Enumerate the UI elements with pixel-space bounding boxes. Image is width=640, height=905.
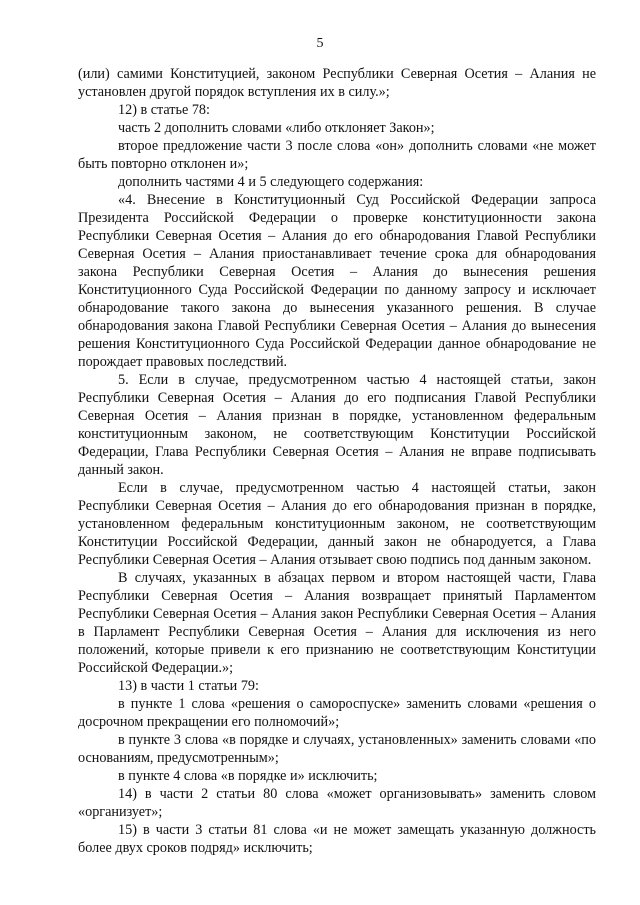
paragraph: дополнить частями 4 и 5 следующего содержания: bbox=[118, 174, 424, 190]
paragraph: в пункте 4 слова «в порядке и» исключить; bbox=[118, 768, 378, 784]
page-number: 5 bbox=[316, 36, 324, 51]
paragraph: в пункте 3 слова «в порядке и случаях, установленных» заменить словами «по основаниям, предусмотренным»; bbox=[78, 732, 596, 766]
paragraph: 13) в части 1 статьи 79: bbox=[118, 678, 259, 694]
paragraph: 5. Если в случае, предусмотренном частью 4 настоящей статьи, закон Республики Северная Осетия – Алания до его подписания Главой Республики Северная Осетия – Алания признан в порядке, установленном федеральным конституционным законом, не соответствующим Конституции Российской Федерации, Глава Республики Северная Осетия – Алания не вправе подписывать данный закон. bbox=[78, 372, 596, 478]
paragraph: часть 2 дополнить словами «либо отклоняет Закон»; bbox=[118, 120, 435, 136]
paragraph: второе предложение части 3 после слова «он» дополнить словами «не может быть повторно отклонен и»; bbox=[78, 138, 596, 172]
paragraph: 14) в части 2 статьи 80 слова «может организовывать» заменить словом «организует»; bbox=[78, 786, 596, 820]
paragraph: 12) в статье 78: bbox=[118, 102, 210, 118]
paragraph: Если в случае, предусмотренном частью 4 настоящей статьи, закон Республики Северная Осетия – Алания до его обнародования признан в порядке, установленном федеральным конституционным законом, не соответствующим Конституции Российской Федерации, данный закон не обнародуется, а Глава Республики Северная Осетия – Алания отзывает свою подпись под данным законом. bbox=[78, 480, 596, 568]
paragraph: (или) самими Конституцией, законом Республики Северная Осетия – Алания не установлен другой порядок вступления их в силу.»; bbox=[78, 66, 596, 100]
paragraph: 15) в части 3 статьи 81 слова «и не может замещать указанную должность более двух сроков подряд» исключить; bbox=[78, 822, 596, 856]
paragraph: в пункте 1 слова «решения о самороспуске» заменить словами «решения о досрочном прекращении его полномочий»; bbox=[78, 696, 596, 730]
document-body bbox=[78, 65, 596, 857]
paragraph: В случаях, указанных в абзацах первом и втором настоящей части, Глава Республики Северная Осетия – Алания возвращает принятый Парламентом Республики Северная Осетия – Алания закон Республики Северная Осетия – Алания в Парламент Республики Северная Осетия – Алания для исключения из него положений, которые привели к его признанию не соответствующим Конституции Российской Федерации.»; bbox=[78, 570, 596, 676]
paragraph: «4. Внесение в Конституционный Суд Российской Федерации запроса Президента Российской Федерации о проверке конституционности закона Республики Северная Осетия – Алания до его обнародования Главой Республики Северная Осетия – Алания приостанавливает течение срока для обнародования закона Республики Северная Осетия – Алания до вынесения решения Конституционного Суда Российской Федерации по данному запросу и исключает обнародование такого закона до вынесения указанного решения. В случае обнародования закона Главой Республики Северная Осетия – Алания до вынесения решения Конституционного Суда Российской Федерации данное обнародование не порождает правовых последствий. bbox=[78, 192, 596, 370]
